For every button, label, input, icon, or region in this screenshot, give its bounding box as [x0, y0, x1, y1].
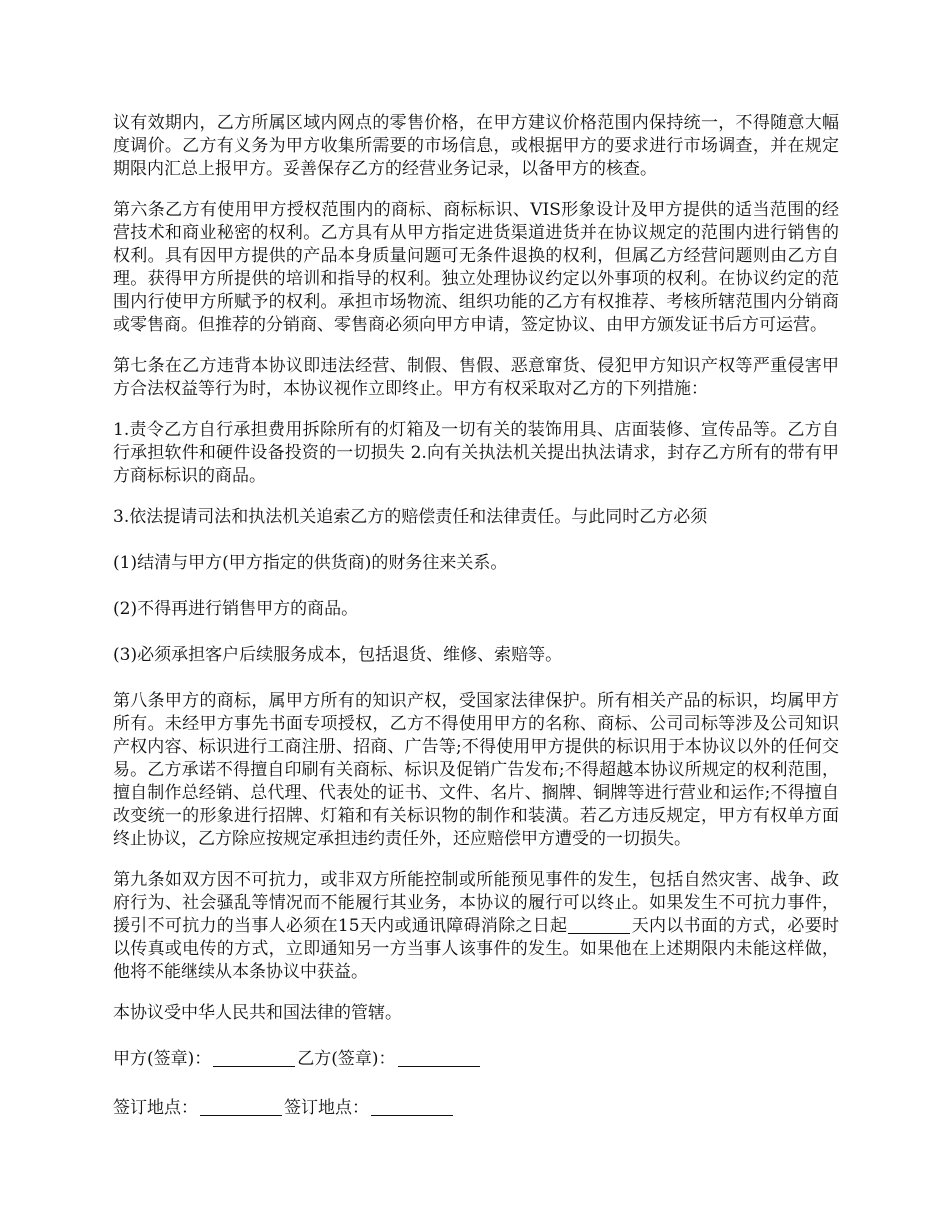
paragraph-measure-3: 3.依法提请司法和执法机关追索乙方的赔偿责任和法律责任。与此同时乙方必须: [113, 507, 708, 527]
place-a-blank: [200, 1097, 282, 1116]
paragraph-measure-1-2: 1.责令乙方自行承担费用拆除所有的灯箱及一切有关的装饰用具、店面装修、宣传品等。乙方自行承担软件和硬件设备投资的一切损失 2.向有关执法机关提出执法请求，封存乙方所有的带有甲方商标标识的商品。: [113, 420, 839, 486]
party-a-label: 甲方(签章)：: [113, 1049, 212, 1069]
signing-place-line: [113, 1097, 839, 1120]
party-b-label: 乙方(签章)：: [297, 1049, 396, 1069]
paragraph-article-9: [113, 869, 839, 984]
article-9-text-after: 天内以书面的方式，必要时以传真或电传的方式，立即通知另一方当事人该事件的发生。如果他在上述期限内未能这样做，他将不能继续从本条协议中获益。: [113, 916, 839, 982]
place-a-label: 签订地点：: [113, 1098, 198, 1118]
place-b-label: 签订地点：: [284, 1098, 369, 1118]
paragraph-obligation-1: (1)结清与甲方(甲方指定的供货商)的财务往来关系。: [113, 553, 508, 573]
paragraph-article-8: 第八条甲方的商标，属甲方所有的知识产权，受国家法律保护。所有相关产品的标识，均属甲方所有。未经甲方事先书面专项授权，乙方不得使用甲方的名称、商标、公司司标等涉及公司知识产权内容、标识进行工商注册、招商、广告等;不得使用甲方提供的标识用于本协议以外的任何交易。乙方承诺不得擅自印刷有关商标、标识及促销广告发布;不得超越本协议所规定的权利范围，擅自制作总经销、总代理、代表处的证书、文件、名片、搁牌、铜牌等进行营业和运作;不得擅自改变统一的形象进行招牌、灯箱和有关标识物的制作和装潢。若乙方违反规定，甲方有权单方面终止协议，乙方除应按规定承担违约责任外，还应赔偿甲方遭受的一切损失。: [113, 691, 839, 849]
place-b-blank: [371, 1097, 453, 1116]
signature-line: [113, 1048, 839, 1071]
paragraph-governing-law: 本协议受中华人民共和国法律的管辖。: [113, 1003, 402, 1023]
party-b-signature-blank: [398, 1048, 480, 1067]
paragraph-article-6: 第六条乙方有使用甲方授权范围内的商标、商标标识、VIS形象设计及甲方提供的适当范围的经营技术和商业秘密的权利。乙方具有从甲方指定进货渠道进货并在协议规定的范围内进行销售的权利。具有因甲方提供的产品本身质量问题可无条件退换的权利，但属乙方经营问题则由乙方自理。获得甲方所提供的培训和指导的权利。独立处理协议约定以外事项的权利。在协议约定的范围内行使甲方所赋予的权利。承担市场物流、组织功能的乙方有权推荐、考核所辖范围内分销商或零售商。但推荐的分销商、零售商必须向甲方申请，签定协议、由甲方颁发证书后方可运营。: [113, 200, 839, 335]
paragraph-article-7: 第七条在乙方违背本协议即违法经营、制假、售假、恶意窜货、侵犯甲方知识产权等严重侵害甲方合法权益等行为时，本协议视作立即终止。甲方有权采取对乙方的下列措施：: [113, 356, 839, 399]
document-body: [113, 112, 839, 1146]
article-9-text-before: 第九条如双方因不可抗力，或非双方所能控制或所能预见事件的发生，包括自然灾害、战争、政府行为、社会骚乱等情况而不能履行其业务，本协议的履行可以终止。如果发生不可抗力事件，援引不可抗力的当事人必须在15天内或通讯障碍消除之日起: [113, 870, 839, 936]
party-a-signature-blank: [213, 1048, 295, 1067]
paragraph-obligation-3: (3)必须承担客户后续服务成本，包括退货、维修、索赔等。: [113, 645, 563, 665]
paragraph-obligation-2: (2)不得再进行销售甲方的商品。: [113, 599, 359, 619]
days-blank: [568, 915, 630, 934]
paragraph-price-and-market-info: 议有效期内，乙方所属区域内网点的零售价格，在甲方建议价格范围内保持统一，不得随意大幅度调价。乙方有义务为甲方收集所需要的市场信息，或根据甲方的要求进行市场调查，并在规定期限内汇总上报甲方。妥善保存乙方的经营业务记录，以备甲方的核查。: [113, 113, 839, 179]
